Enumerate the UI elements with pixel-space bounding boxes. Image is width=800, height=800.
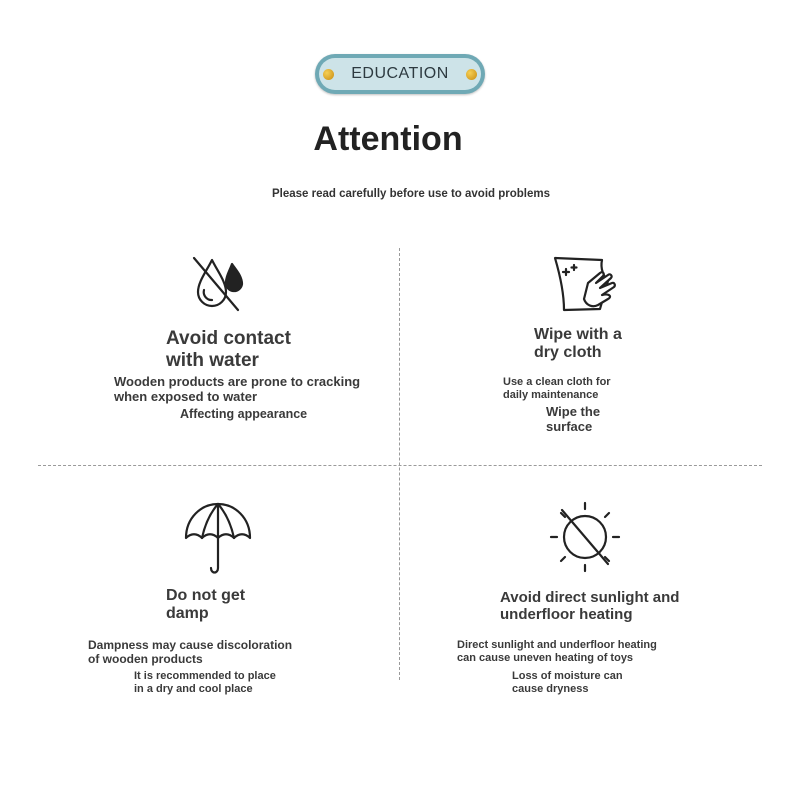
umbrella-icon <box>183 500 253 583</box>
item-desc-damp-2: It is recommended to place in a dry and cool place <box>134 670 276 695</box>
wipe-cloth-hand-icon <box>552 255 622 320</box>
item-heading-damp: Do not get damp <box>166 587 246 623</box>
badge-right-dot-icon <box>466 69 477 80</box>
vertical-divider <box>399 248 400 680</box>
item-desc-water-2: Affecting appearance <box>180 407 308 421</box>
item-desc-sunlight-2: Loss of moisture can cause dryness <box>512 670 623 695</box>
item-heading-sunlight: Avoid direct sunlight and underfloor heating <box>500 589 680 624</box>
item-desc-cloth-2: Wipe the surface <box>546 404 601 434</box>
item-desc-sunlight-1: Direct sunlight and underfloor heating can cause uneven heating of toys <box>457 639 657 664</box>
no-sunlight-icon <box>546 500 624 579</box>
item-heading-cloth: Wipe with a dry cloth <box>534 326 622 362</box>
item-desc-damp-1: Dampness may cause discoloration of wooden products <box>88 638 293 666</box>
item-heading-water: Avoid contact with water <box>166 328 291 371</box>
education-badge-label: EDUCATION <box>351 65 449 82</box>
education-badge <box>315 54 485 94</box>
badge-left-dot-icon <box>323 69 334 80</box>
page-subtitle: Please read carefully before use to avoid problems <box>271 188 551 200</box>
horizontal-divider <box>38 465 762 466</box>
no-water-drop-icon <box>188 252 250 319</box>
item-desc-cloth-1: Use a clean cloth for daily maintenance <box>503 376 611 401</box>
item-desc-water-1: Wooden products are prone to cracking when exposed to water <box>114 374 361 404</box>
page-title: Attention <box>313 120 463 158</box>
